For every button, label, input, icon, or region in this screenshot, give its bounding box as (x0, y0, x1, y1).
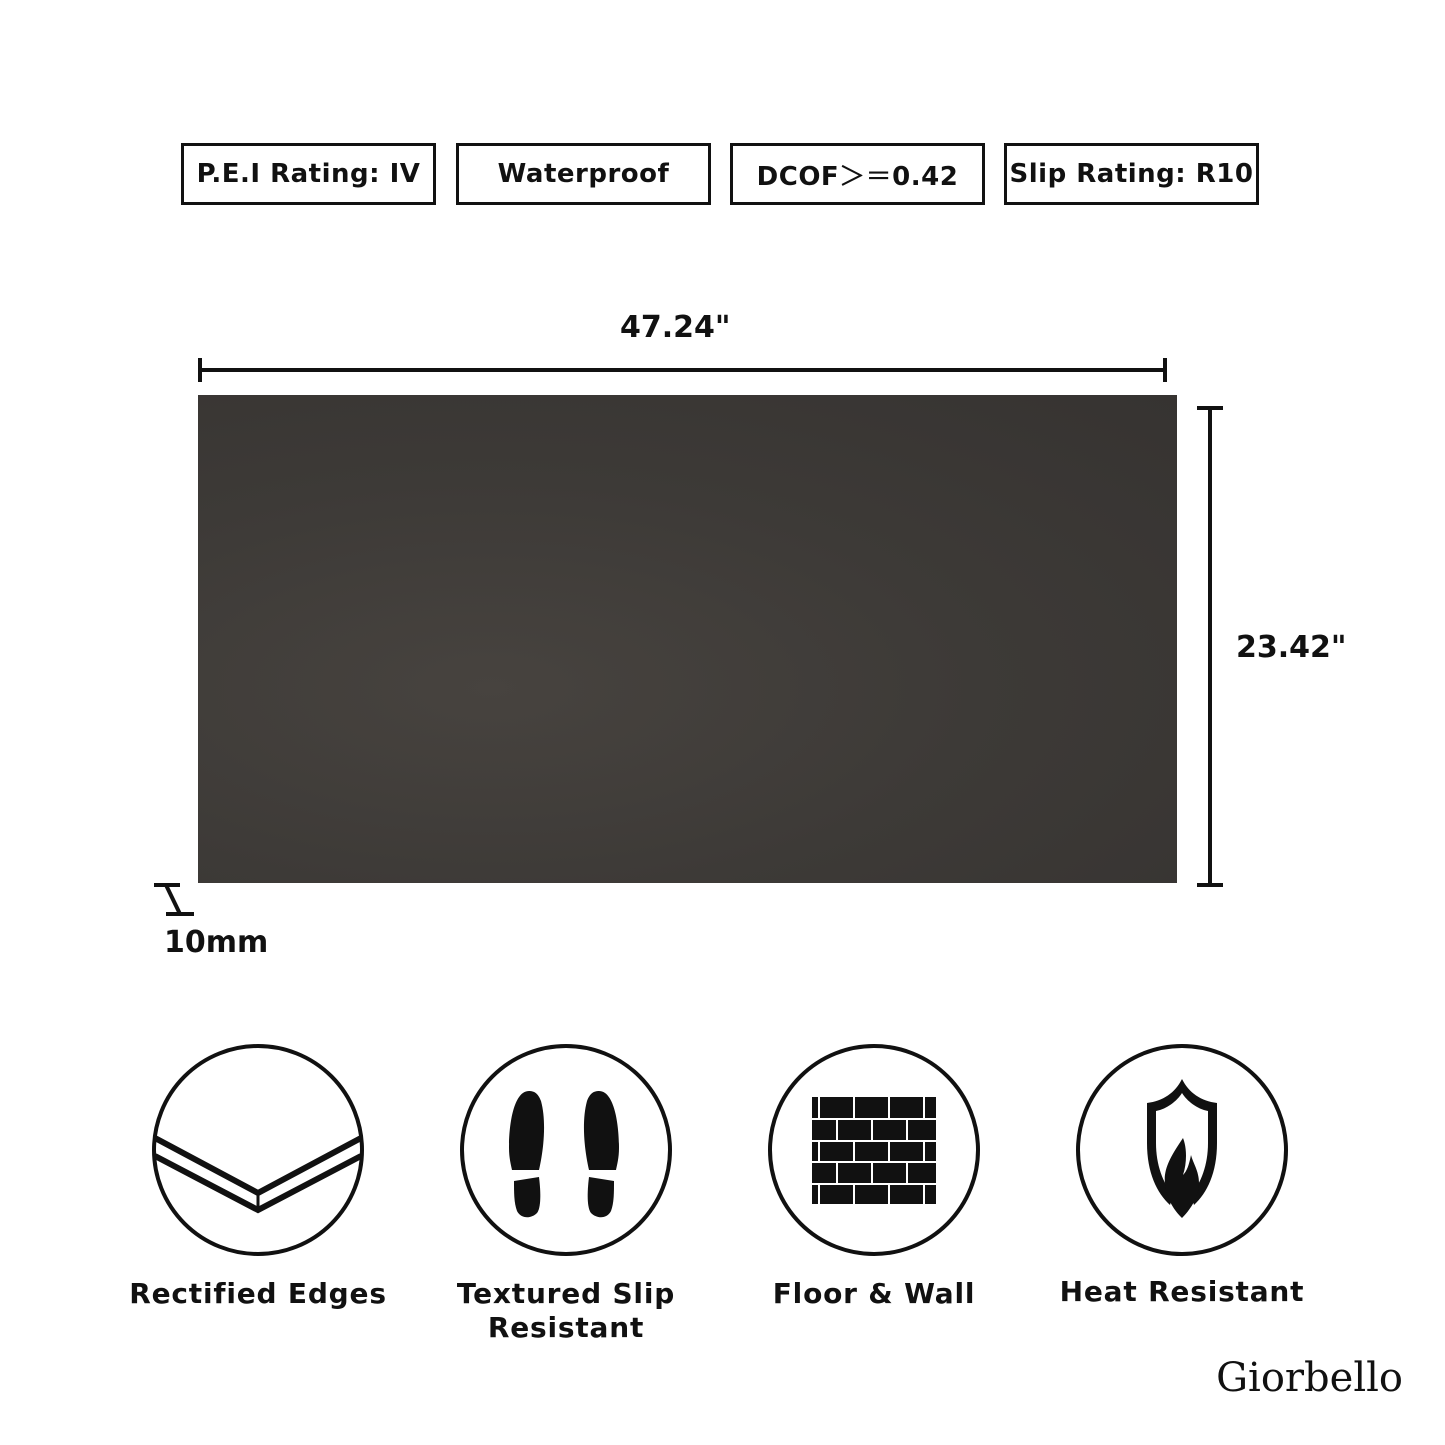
badge-pei-rating: P.E.I Rating: IV (181, 143, 436, 205)
height-label: 23.42" (1236, 630, 1347, 665)
badge-slip-rating: Slip Rating: R10 (1004, 143, 1259, 205)
width-label: 47.24" (620, 310, 731, 345)
footprints-icon (459, 1043, 673, 1257)
feature-label-textured-slip: Textured Slip Resistant (456, 1277, 676, 1344)
fire-shield-icon (1075, 1043, 1289, 1257)
brick-wall-icon (767, 1043, 981, 1257)
feature-label-floor-wall: Floor & Wall (772, 1277, 976, 1310)
feature-label-heat-resistant: Heat Resistant (1059, 1275, 1305, 1308)
thickness-label: 10mm (164, 925, 269, 960)
feature-label-rectified-edges: Rectified Edges (129, 1277, 387, 1310)
brand-logo: Giorbello (1216, 1355, 1403, 1401)
badge-waterproof: Waterproof (456, 143, 711, 205)
badge-dcof: DCOF＞＝0.42 (730, 143, 985, 205)
rectified-edges-icon (151, 1043, 365, 1257)
tile-image (198, 395, 1177, 883)
